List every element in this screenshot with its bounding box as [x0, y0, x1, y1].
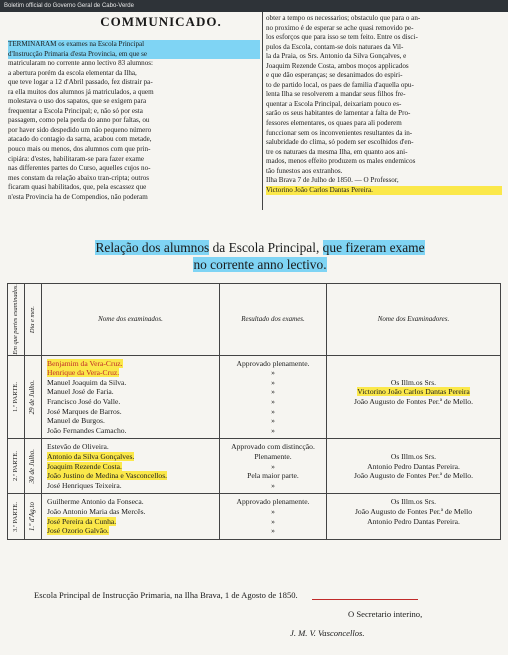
- text-line: mados, menos effeito produzem os males endemicos: [266, 157, 416, 166]
- parte-label: 3.ª PARTE.: [12, 501, 20, 532]
- text-line: tre os naturaes da mesma Ilha, em quanto aos ani-: [266, 147, 408, 156]
- text-line: quentar a Escola Principal, deixariam pouco es-: [266, 99, 402, 108]
- examiner-text: João Augusto de Fontes Per.ª de Mello.: [354, 471, 473, 481]
- examiner-text: [329, 426, 498, 436]
- text-line: los esforços que para isso se tem feito. Entre os disci-: [266, 33, 418, 42]
- text-line: pouco mais ou menos, dos alumnos com que prin-: [8, 145, 151, 154]
- text-line: nas differentes partes do Curso, aquelles cujos no-: [8, 164, 151, 173]
- examiner-text: Victorino João Carlos Dantas Pereira: [357, 387, 470, 397]
- result-text: Approvado com distincção.: [231, 442, 315, 452]
- text-line: sarão os seus habitantes de lamentar a falta de Pro-: [266, 109, 411, 118]
- text-line: a abertura porém da escola elementar da Ilha,: [8, 68, 137, 77]
- left-column-text: [8, 40, 260, 202]
- text-line: que teve logar a 12 d'Abril passado, fez distrair pa-: [8, 78, 153, 87]
- dia-label: 30 de Julho.: [28, 449, 37, 484]
- result-text: »: [271, 516, 275, 526]
- results-cell: [220, 355, 327, 439]
- text-line: tão funestos aos extranhos.: [266, 166, 343, 175]
- parte-cell: [8, 439, 25, 494]
- text-line: obter a tempo os necessarios; obstaculo que para o an-: [266, 14, 421, 22]
- right-column-text: [266, 14, 502, 195]
- header-nomes: Nome dos examinados.: [42, 284, 220, 356]
- result-text: Approvado plenamente.: [236, 358, 310, 368]
- text-line: to de partido local, os paes de familia d'aquella opu-: [266, 80, 414, 89]
- text-line: por haver sido despedido um não pequeno número: [8, 125, 152, 134]
- examinee-name: Manuel José de Faria.: [47, 387, 114, 397]
- examinee-name: João Fernandes Camacho.: [47, 425, 127, 435]
- text-line: Joaquim Rezende Costa, ambos moços applicados: [266, 61, 409, 70]
- result-text: Approvado plenamente.: [236, 497, 310, 507]
- examiner-text: [329, 407, 498, 417]
- names-cell: [42, 494, 220, 539]
- examiner-text: Antonio Pedro Dantas Pereira.: [367, 461, 460, 471]
- examinee-name: Manuel de Burgos.: [47, 416, 105, 426]
- footer-place: Escola Principal de Instrucção Primaria, na Ilha Brava,: [34, 590, 225, 600]
- text-line: n'esta Provincia ha de Compendios, não poderam: [8, 192, 148, 201]
- table-caption: [40, 240, 480, 273]
- result-text: »: [271, 461, 275, 471]
- examiner-text: [329, 368, 498, 378]
- examiner-text: [329, 481, 498, 491]
- text-line: funccionar sem os inconvenientes resultantes da in-: [266, 128, 413, 137]
- text-line: Victorino João Carlos Dantas Pereira.: [266, 186, 502, 196]
- table-row: [8, 494, 501, 539]
- examinee-name: João Justino de Medina e Vasconcellos.: [47, 471, 168, 481]
- result-text: »: [271, 480, 275, 490]
- examinee-name: José Ozorio Galvão.: [47, 526, 109, 536]
- examiner-text: João Augusto de Fontes Per.ª de Mello: [354, 506, 473, 516]
- result-text: »: [271, 387, 275, 397]
- result-text: Pela maior parte.: [247, 471, 299, 481]
- text-line: la da Praia, os Srs. Antonio da Silva Gonçalves, e: [266, 52, 407, 61]
- examiners-cell: [327, 494, 501, 539]
- result-text: »: [271, 526, 275, 536]
- caption-line-2: no corrente anno lectivo.: [193, 256, 327, 272]
- text-line: ficaram quasi habilitados, que, pela escassez que: [8, 183, 147, 192]
- examiner-text: [329, 359, 498, 369]
- footer-signature: J. M. V. Vasconcellos.: [290, 628, 365, 638]
- dia-label: 29 de Julho.: [28, 379, 37, 415]
- title-label: Boletim official do Governo Geral de Cabo-Verde: [4, 3, 134, 9]
- result-text: »: [271, 416, 275, 426]
- examiner-text: Antonio Pedro Dantas Pereira.: [367, 516, 460, 526]
- text-line: Ilha Brava 7 de Julho de 1850. — O Professor,: [266, 176, 399, 185]
- text-line: passagem, como pela perda do anno por faltas, ou: [8, 116, 150, 125]
- text-line: d'Instrucção Primaria d'esta Provincia, em que se: [8, 50, 260, 60]
- result-text: »: [271, 506, 275, 516]
- header-parte: Em que partes examinados.: [8, 284, 25, 356]
- text-line: molestava o uso dos sapatos, que se exigem para: [8, 97, 147, 106]
- examiner-text: [329, 526, 498, 536]
- examinee-name: Henrique da Vera-Cruz.: [47, 368, 120, 378]
- examinee-name: Antonio da Silva Gonçalves.: [47, 451, 135, 461]
- parte-cell: [8, 494, 25, 539]
- caption-part-2: da Escola Principal,: [209, 240, 323, 255]
- result-text: »: [271, 377, 275, 387]
- text-line: TERMINARAM os exames na Escola Principal: [8, 40, 260, 50]
- table-row: [8, 355, 501, 439]
- table-row: [8, 439, 501, 494]
- text-line: cipiára: d'estes, habilitaram-se para fazer exame: [8, 154, 144, 163]
- examinee-name: Francisco José do Valle.: [47, 397, 121, 407]
- footer-date: 1 de Agosto de 1850.: [224, 590, 298, 600]
- result-text: »: [271, 425, 275, 435]
- text-line: salubridade do clima, só podem ser escolhidos d'en-: [266, 138, 414, 147]
- examiner-text: João Augusto de Fontes Per.ª de Mello.: [354, 397, 473, 407]
- examiners-cell: [327, 439, 501, 494]
- examinee-name: Manuel Joaquim da Silva.: [47, 377, 127, 387]
- header-resultado: Resultado dos exames.: [220, 284, 327, 356]
- dia-label: 1.º d'Ag.to: [28, 501, 37, 532]
- window-title-bar: [0, 0, 508, 12]
- dia-cell: [25, 494, 42, 539]
- text-line: e que dão esperanças; se desanimados do espiri-: [266, 71, 403, 80]
- result-text: »: [271, 406, 275, 416]
- text-line: matricularam no corrente anno lectivo 83 alumnos:: [8, 59, 153, 68]
- examiner-text: Os Illm.os Srs.: [390, 451, 437, 461]
- exam-results-table: [7, 283, 501, 540]
- footer-secretary: O Secretario interino,: [348, 609, 423, 619]
- result-text: Plenamente.: [254, 451, 292, 461]
- text-line: ra ella muitos dos alumnos já matriculados, a quem: [8, 87, 154, 96]
- examinee-name: José Pereira da Cunha.: [47, 516, 117, 526]
- results-cell: [220, 494, 327, 539]
- examinee-name: Benjamim da Vera-Cruz.: [47, 358, 123, 368]
- parte-cell: [8, 355, 25, 439]
- result-text: »: [271, 368, 275, 378]
- column-divider: [262, 12, 263, 210]
- header-dia: Dia e mez.: [25, 284, 42, 356]
- footer-place-line: [0, 590, 508, 600]
- dia-cell: [25, 439, 42, 494]
- result-text: »: [271, 397, 275, 407]
- table-header-row: [8, 284, 501, 356]
- names-cell: [42, 439, 220, 494]
- parte-label: 1.ª PARTE.: [12, 382, 20, 412]
- results-cell: [220, 439, 327, 494]
- examiners-cell: [327, 355, 501, 439]
- examiner-text: Os Illm.os Srs.: [390, 377, 437, 387]
- examiner-text: Os Illm.os Srs.: [390, 497, 437, 507]
- text-line: pulos da Escola, contam-se dois naturaes da Vil-: [266, 42, 404, 51]
- caption-part-3: que fizeram exame: [322, 240, 425, 255]
- text-line: fessores elementares, os quaes para ali poderem: [266, 119, 402, 128]
- text-line: atacado do contagio da sarna, acabou com metade,: [8, 135, 152, 144]
- header-examinadores: Nome dos Examinadores.: [327, 284, 501, 356]
- examinee-name: João Antonio Maria das Mercês.: [47, 506, 146, 516]
- examinee-name: Joaquim Rezende Costa.: [47, 461, 122, 471]
- text-line: lenta Ilha se resolverem a mandar seus filhos fre-: [266, 90, 406, 99]
- text-line: frequentar a Escola Principal; e, não só por esta: [8, 106, 143, 115]
- text-line: no proximo é de esperar se ache quasi removido pe-: [266, 23, 414, 32]
- parte-label: 2.ª PARTE.: [12, 451, 20, 482]
- examinee-name: Guilherme Antonio da Fonseca.: [47, 497, 144, 507]
- text-line: mes constam da relação abaixo tran-cripta; outros: [8, 173, 150, 182]
- date-underline: [312, 599, 418, 600]
- names-cell: [42, 355, 220, 439]
- document-title: COMMUNICADO.: [100, 14, 222, 29]
- caption-part-1: Relação dos alumnos: [95, 240, 210, 255]
- examinee-name: Estevão de Oliveira.: [47, 442, 109, 452]
- examinee-name: José Henriques Teixeira.: [47, 480, 122, 490]
- examiner-text: [329, 442, 498, 452]
- examinee-name: José Marques de Barros.: [47, 406, 122, 416]
- dia-cell: [25, 355, 42, 439]
- examiner-text: [329, 416, 498, 426]
